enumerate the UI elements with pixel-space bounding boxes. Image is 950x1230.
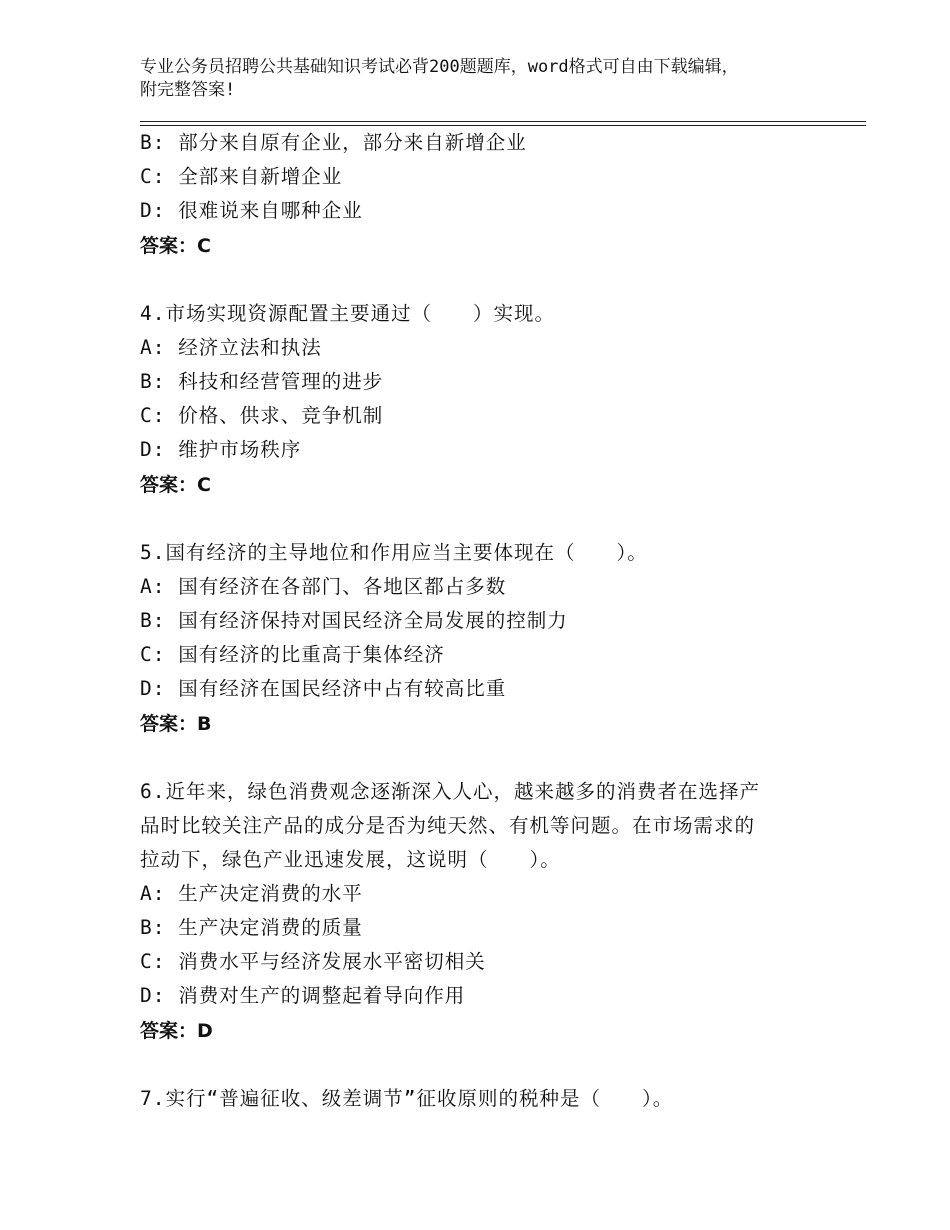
- q5-option-c: C: 国有经济的比重高于集体经济: [140, 643, 445, 666]
- q3-option-c: C: 全部来自新增企业: [140, 165, 343, 188]
- header-line-2: 附完整答案!: [140, 80, 236, 100]
- q7-stem: 7.实行“普遍征收、级差调节”征收原则的税种是（ ）。: [140, 1087, 674, 1110]
- q5-option-b: B: 国有经济保持对国民经济全局发展的控制力: [140, 609, 568, 632]
- q4-stem: 4.市场实现资源配置主要通过（ ）实现。: [140, 302, 555, 325]
- q3-answer: 答案：C: [140, 235, 211, 257]
- q6-option-a: A: 生产决定消费的水平: [140, 882, 363, 905]
- q3-option-d: D: 很难说来自哪种企业: [140, 199, 363, 222]
- q5-stem: 5.国有经济的主导地位和作用应当主要体现在（ ）。: [140, 541, 648, 564]
- q5-option-a: A: 国有经济在各部门、各地区都占多数: [140, 575, 507, 598]
- q6-stem-line-1: 6.近年来，绿色消费观念逐渐深入人心，越来越多的消费者在选择产: [140, 780, 760, 803]
- q4-answer: 答案：C: [140, 474, 211, 496]
- header-line-1: 专业公务员招聘公共基础知识考试必背200题题库，word格式可自由下载编辑，: [140, 57, 739, 77]
- q6-stem-line-3: 拉动下，绿色产业迅速发展，这说明（ ）。: [140, 848, 561, 871]
- q6-answer: 答案：D: [140, 1020, 213, 1042]
- q5-option-d: D: 国有经济在国民经济中占有较高比重: [140, 677, 507, 700]
- q4-option-c: C: 价格、供求、竞争机制: [140, 404, 384, 427]
- page-header: [140, 56, 840, 102]
- q6-option-d: D: 消费对生产的调整起着导向作用: [140, 984, 466, 1007]
- q4-option-d: D: 维护市场秩序: [140, 438, 302, 461]
- q4-option-a: A: 经济立法和执法: [140, 336, 322, 359]
- q5-answer: 答案：B: [140, 713, 212, 735]
- header-rule-top: [140, 121, 866, 122]
- q4-option-b: B: 科技和经营管理的进步: [140, 370, 384, 393]
- q6-option-b: B: 生产决定消费的质量: [140, 916, 363, 939]
- header-rule-bottom: [140, 125, 866, 126]
- q3-option-b: B: 部分来自原有企业，部分来自新增企业: [140, 131, 527, 154]
- q6-option-c: C: 消费水平与经济发展水平密切相关: [140, 950, 486, 973]
- q6-stem-line-2: 品时比较关注产品的成分是否为纯天然、有机等问题。在市场需求的: [140, 814, 756, 837]
